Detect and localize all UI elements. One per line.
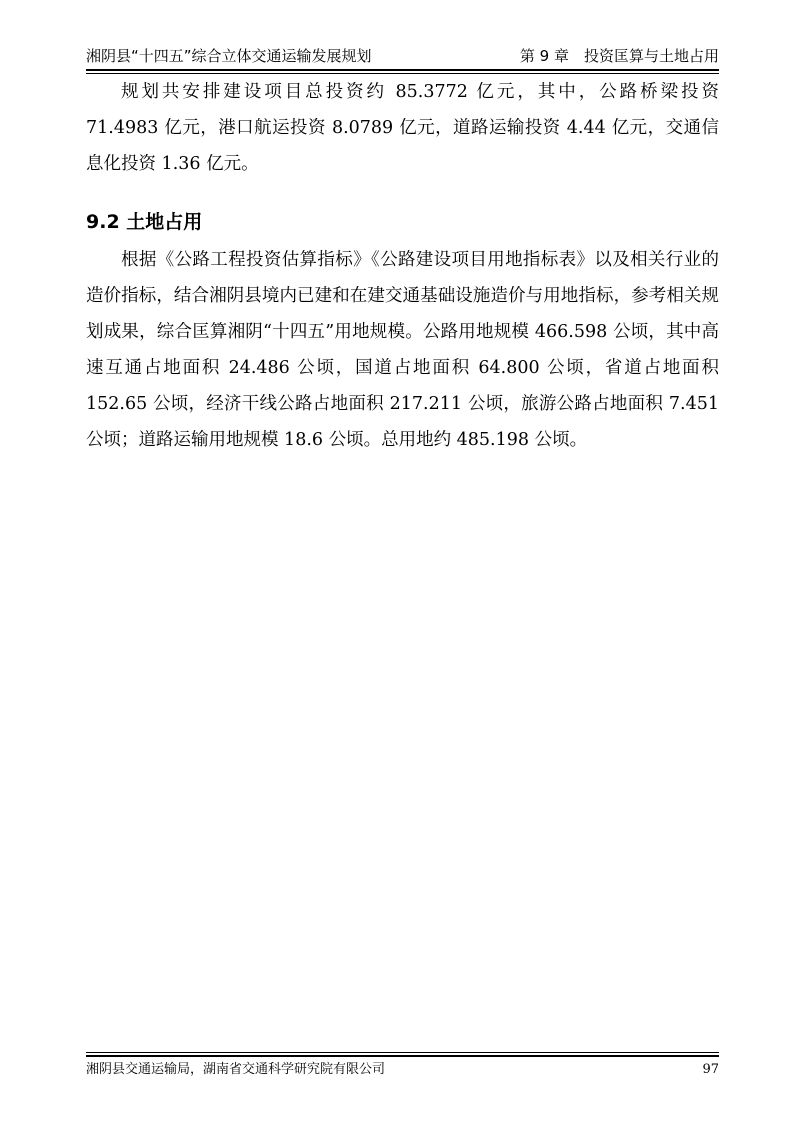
document-title: 湘阴县“十四五”综合立体交通运输发展规划	[86, 47, 372, 65]
paragraph-land-use: 根据《公路工程投资估算指标》《公路建设项目用地指标表》以及相关行业的造价指标，结合湘阴县境内已建和在建交通基础设施造价与用地指标，参考相关规划成果，综合匡算湘阴“十四五”用地规模。公路用地规模 466.598 公顷，其中高速互通占地面积 24.486 公顷，国道占地面积 64.800 公顷，省道占地面积 152.65 公顷，经济干线公路占地面积 217.211 公顷，旅游公路占地面积 7.451 公顷；道路运输用地规模 18.6 公顷。总用地约 485.198 公顷。	[86, 250, 719, 450]
page-header	[86, 44, 719, 68]
chapter-title: 第 9 章 投资匡算与土地占用	[519, 47, 719, 65]
page-content	[86, 74, 719, 458]
section-title-land-use: 9.2 土地占用	[86, 211, 203, 233]
footer-rule-thin	[86, 1052, 719, 1053]
footer-organization: 湘阴县交通运输局，湖南省交通科学研究院有限公司	[86, 1062, 386, 1077]
page-number: 97	[702, 1062, 719, 1077]
paragraph-investment-summary: 规划共安排建设项目总投资约 85.3772 亿元，其中，公路桥梁投资 71.4983 亿元，港口航运投资 8.0789 亿元，道路运输投资 4.44 亿元，交通信息化投资 1.36 亿元。	[86, 82, 719, 174]
page-footer	[86, 1060, 719, 1080]
footer-rule-thick	[86, 1055, 719, 1057]
header-rule-thick	[86, 69, 719, 71]
